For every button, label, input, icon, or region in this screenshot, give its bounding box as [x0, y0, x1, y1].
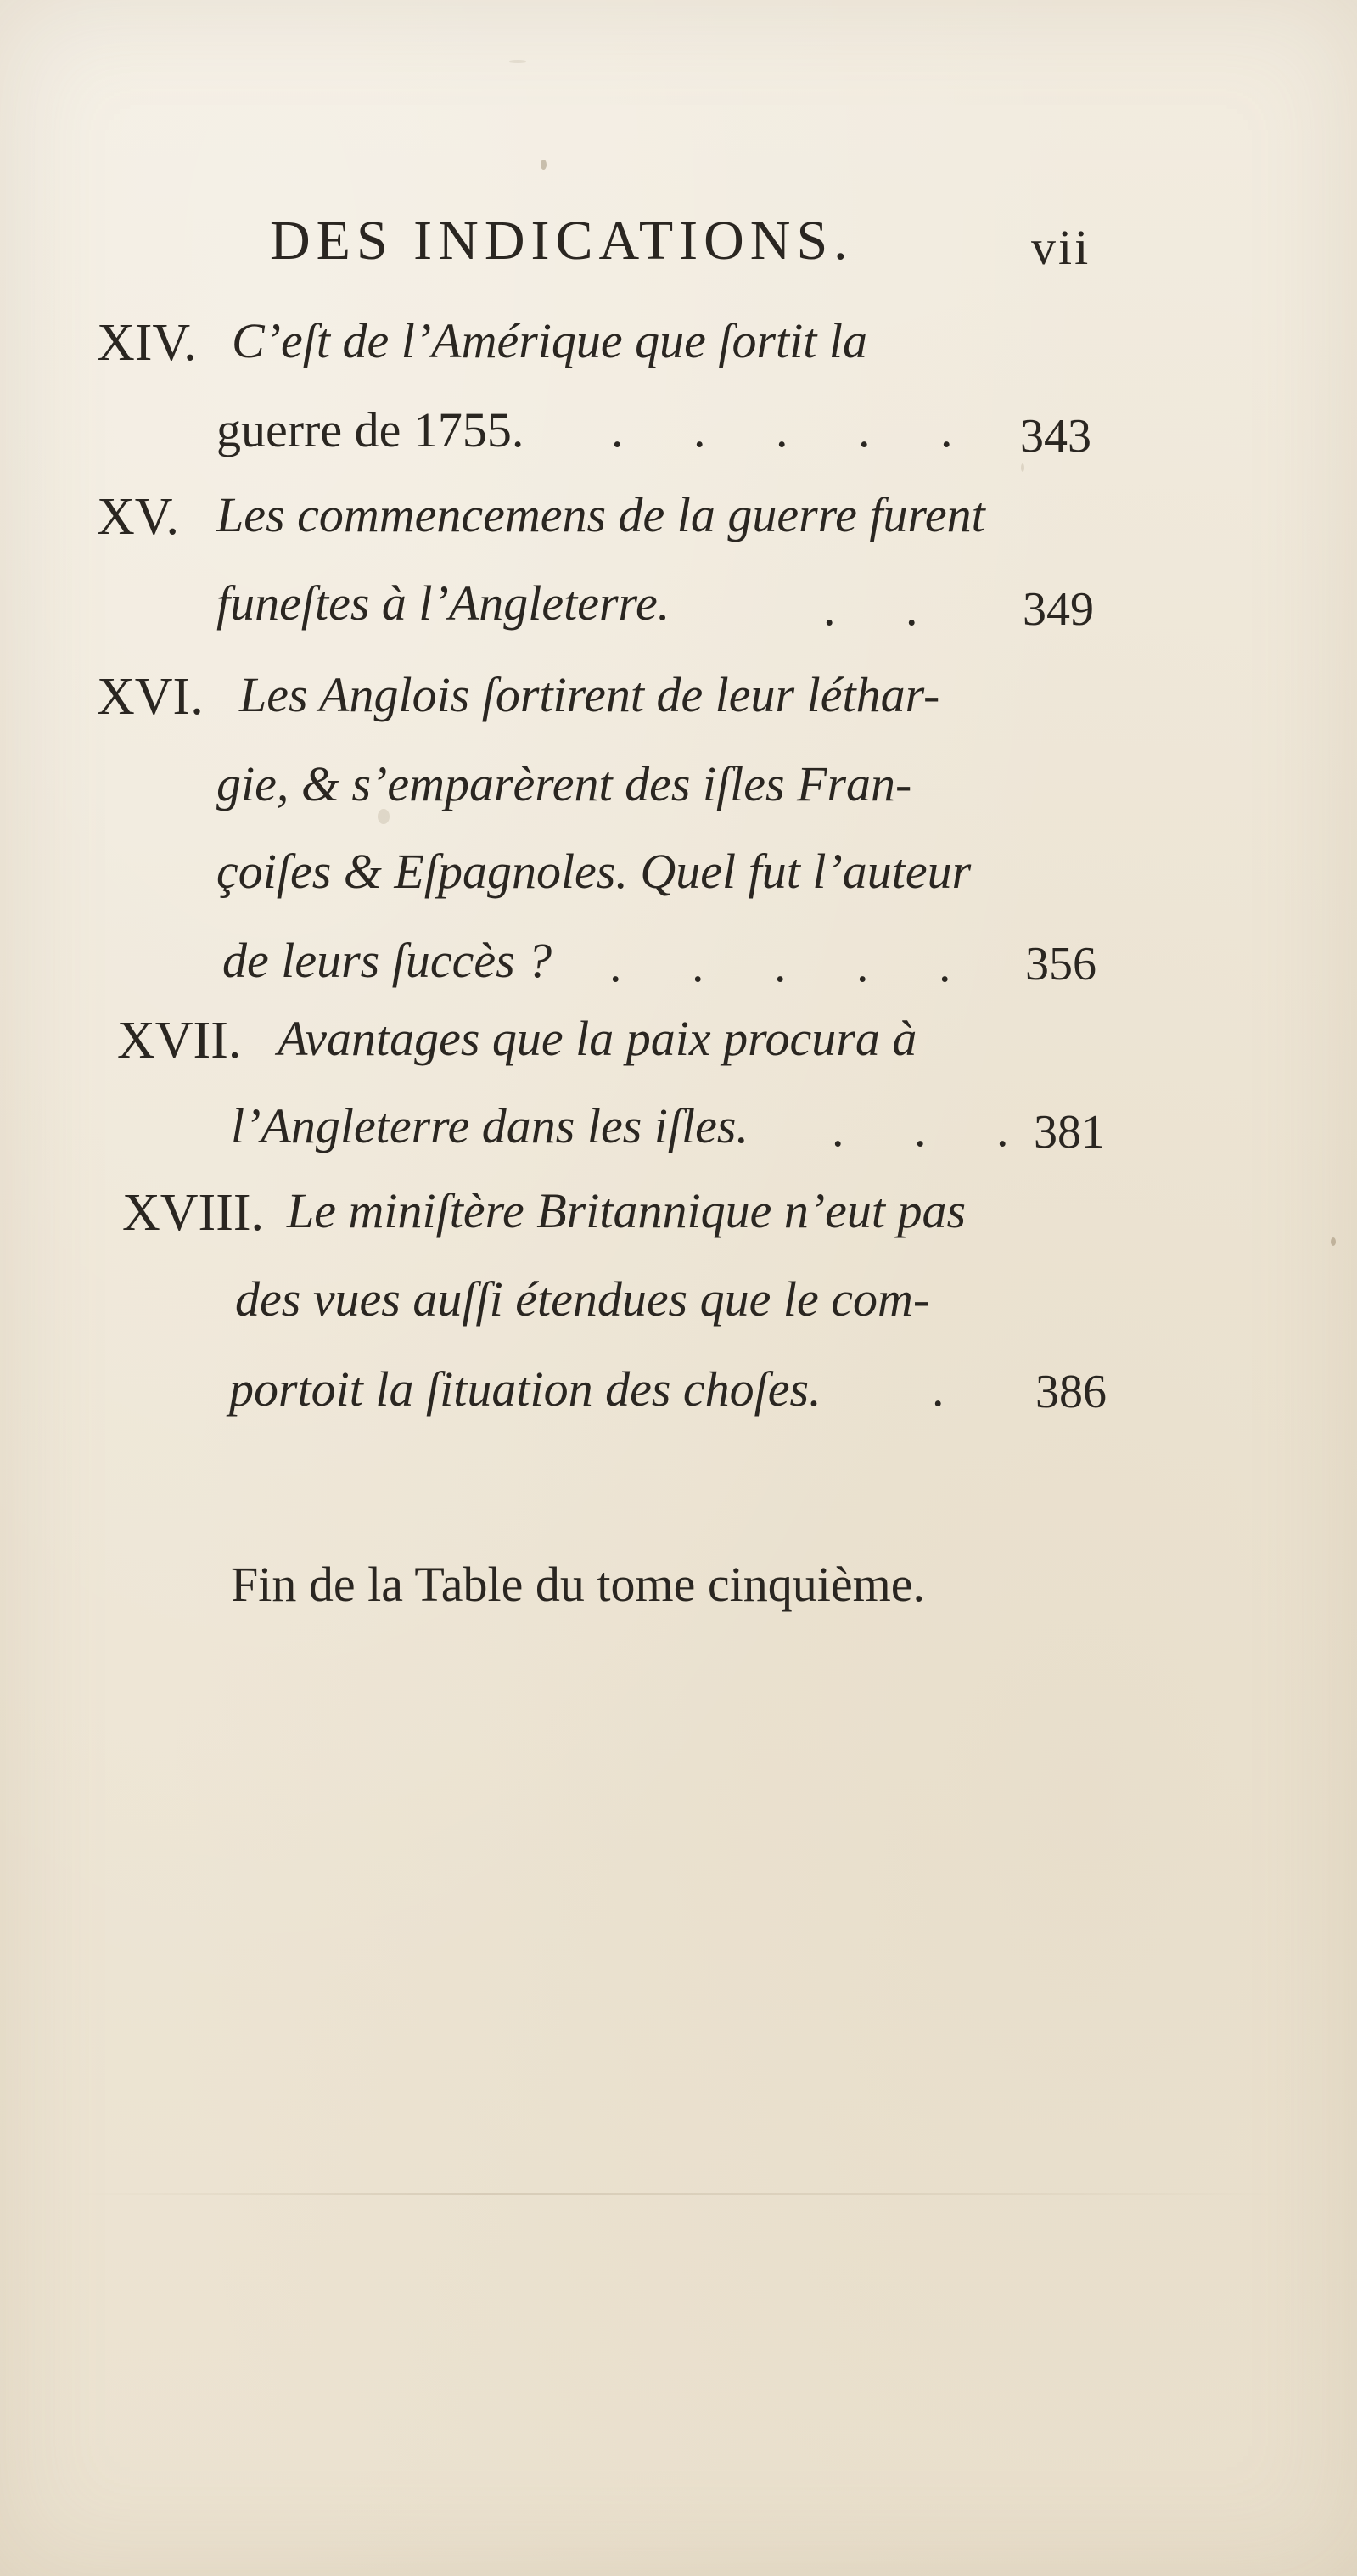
ink-spot [1331, 1237, 1336, 1246]
dot-leader: . . . . . [611, 402, 982, 457]
entry-line: funeſtes à l’Angleterre. [216, 575, 670, 631]
entry-line: gie, & s’emparèrent des iſles Fran- [216, 756, 912, 811]
entry-line: Les commencemens de la guerre furent [216, 487, 985, 542]
dot-leader: . . [823, 581, 947, 636]
running-header: DES INDICATIONS. [270, 210, 854, 272]
page-reference: 349 [1023, 583, 1094, 636]
entry-line: de leurs ſuccès ? [222, 933, 552, 988]
ink-spot [509, 60, 526, 63]
show-through-rule [76, 2193, 1290, 2195]
entry-numeral: XIV. [97, 314, 197, 372]
entry-numeral: XVI. [97, 668, 204, 726]
entry-line: çoiſes & Eſpagnoles. Quel fut l’auteur [216, 844, 972, 899]
ink-spot [1021, 463, 1024, 472]
entry-line: des vues auſſi étendues que le com- [235, 1271, 930, 1327]
entry-line: l’Angleterre dans les iſles. [231, 1098, 749, 1153]
entry-line: Le miniſtère Britannique n’eut pas [287, 1183, 967, 1238]
page-reference: 343 [1020, 410, 1091, 463]
end-note: Fin de la Table du tome cinquième. [231, 1557, 925, 1612]
ink-spot [541, 160, 547, 170]
page-reference: 386 [1035, 1366, 1107, 1418]
entry-line: portoit la ſituation des choſes. [229, 1361, 821, 1417]
dot-leader: . [932, 1361, 973, 1417]
page-number: vii [1031, 220, 1091, 275]
entry-numeral: XVIII. [122, 1184, 264, 1242]
dot-leader: . . . [832, 1102, 1038, 1157]
entry-line: guerre de 1755. [216, 402, 524, 457]
entry-line: Les Anglois ſortirent de leur léthar- [239, 667, 940, 722]
entry-line: Avantages que la paix procura à [278, 1011, 917, 1066]
entry-line: C’eſt de l’Amérique que ſortit la [232, 313, 868, 368]
entry-numeral: XVII. [117, 1012, 242, 1069]
dot-leader: . . . . . [609, 937, 980, 992]
page-reference: 356 [1025, 938, 1096, 991]
page-reference: 381 [1034, 1106, 1105, 1159]
entry-numeral: XV. [97, 488, 180, 546]
